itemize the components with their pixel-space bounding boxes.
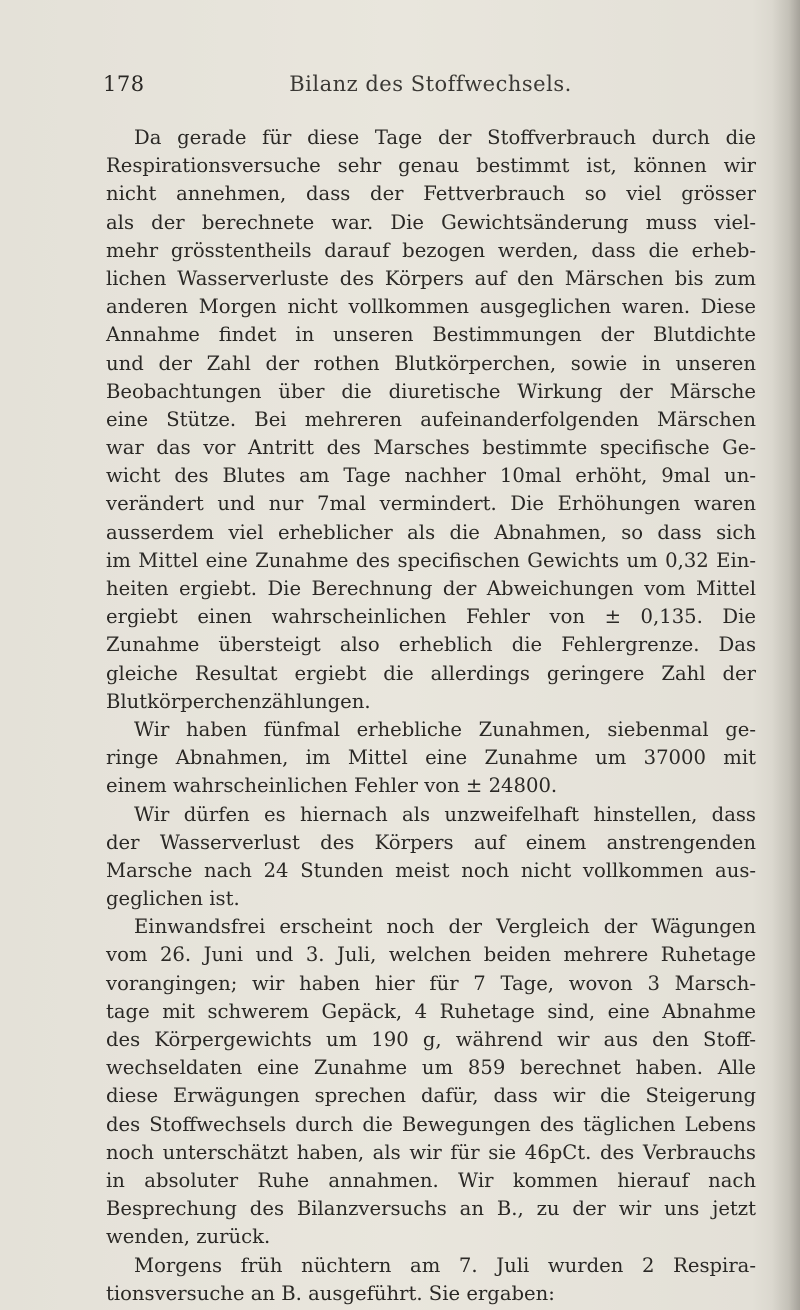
page-edge-shadow <box>772 0 800 1310</box>
text-line: lichen Wasserverluste des Körpers auf den Märschen bis zum <box>106 266 756 290</box>
text-line: des Stoffwechsels durch die Bewegungen des täglichen Lebens <box>106 1112 756 1136</box>
text-line: wenden, zurück. <box>106 1225 271 1249</box>
text-line: ergiebt einen wahrscheinlichen Fehler von ± 0,135. Die <box>106 605 756 629</box>
text-line: Da gerade für diese Tage der Stoffverbrauch durch die <box>134 126 756 149</box>
text-line: tage mit schwerem Gepäck, 4 Ruhetage sind, eine Abnahme <box>106 999 756 1023</box>
text-line: Annahme findet in unseren Bestimmungen der Blutdichte <box>106 323 756 347</box>
text-line: anderen Morgen nicht vollkommen ausgeglichen waren. Diese <box>106 295 756 319</box>
text-line: verändert und nur 7mal vermindert. Die Erhöhungen waren <box>106 492 756 516</box>
text-line: Besprechung des Bilanzversuchs an B., zu der wir uns jetzt <box>106 1197 756 1221</box>
text-line: diese Erwägungen sprechen dafür, dass wir die Steigerung <box>106 1084 756 1108</box>
text-line: war das vor Antritt des Marsches bestimmte specifische Ge- <box>106 436 756 460</box>
text-line: geglichen ist. <box>106 887 240 911</box>
text-line: Respirationsversuche sehr genau bestimmt ist, können wir <box>106 154 756 178</box>
text-line: Wir haben fünfmal erhebliche Zunahmen, siebenmal ge- <box>134 717 756 741</box>
text-line: einem wahrscheinlichen Fehler von ± 24800. <box>106 774 558 798</box>
page-number: 178 <box>103 72 145 96</box>
body-text <box>106 124 756 1308</box>
running-head <box>103 72 758 106</box>
text-line: Marsche nach 24 Stunden meist noch nicht vollkommen aus- <box>106 858 756 882</box>
text-line: heiten ergiebt. Die Berechnung der Abweichungen vom Mittel <box>106 577 756 600</box>
text-line: der Wasserverlust des Körpers auf einem anstrengenden <box>106 830 756 854</box>
text-line: in absoluter Ruhe annahmen. Wir kommen hierauf nach <box>106 1168 756 1192</box>
running-title: Bilanz des Stoffwechsels. <box>289 72 572 96</box>
text-line: Einwandsfrei erscheint noch der Vergleich der Wägungen <box>134 915 756 939</box>
text-line: vorangingen; wir haben hier für 7 Tage, wovon 3 Marsch- <box>106 971 756 995</box>
text-line: mehr grösstentheils darauf bezogen werden, dass die erheb- <box>106 238 756 262</box>
text-line: Blutkörperchenzählungen. <box>106 689 371 713</box>
text-line: ringe Abnahmen, im Mittel eine Zunahme um 37000 mit <box>106 746 756 770</box>
text-line: des Körpergewichts um 190 g, während wir aus den Stoff- <box>106 1028 756 1051</box>
text-line: Wir dürfen es hiernach als unzweifelhaft hinstellen, dass <box>134 802 756 826</box>
text-line: wechseldaten eine Zunahme um 859 berechnet haben. Alle <box>106 1056 756 1080</box>
text-line: noch unterschätzt haben, als wir für sie 46pCt. des Verbrauchs <box>106 1140 756 1164</box>
text-line: gleiche Resultat ergiebt die allerdings geringere Zahl der <box>106 661 756 685</box>
text-line: ausserdem viel erheblicher als die Abnahmen, so dass sich <box>106 520 756 544</box>
text-line: tionsversuche an B. ausgeführt. Sie ergaben: <box>106 1281 555 1305</box>
text-line: wicht des Blutes am Tage nachher 10mal erhöht, 9mal un- <box>106 464 756 488</box>
text-line: Zunahme übersteigt also erheblich die Fehlergrenze. Das <box>106 633 756 657</box>
text-line: als der berechnete war. Die Gewichtsänderung muss viel- <box>106 210 756 234</box>
text-line: nicht annehmen, dass der Fettverbrauch so viel grösser <box>106 182 756 206</box>
text-line: Morgens früh nüchtern am 7. Juli wurden 2 Respira- <box>134 1253 756 1277</box>
text-line: Beobachtungen über die diuretische Wirkung der Märsche <box>106 379 756 403</box>
text-line: und der Zahl der rothen Blutkörperchen, sowie in unseren <box>106 351 756 375</box>
text-line: eine Stütze. Bei mehreren aufeinanderfolgenden Märschen <box>106 407 756 431</box>
text-line: im Mittel eine Zunahme des specifischen Gewichts um 0,32 Ein- <box>106 548 756 572</box>
text-line: vom 26. Juni und 3. Juli, welchen beiden mehrere Ruhetage <box>106 943 756 967</box>
